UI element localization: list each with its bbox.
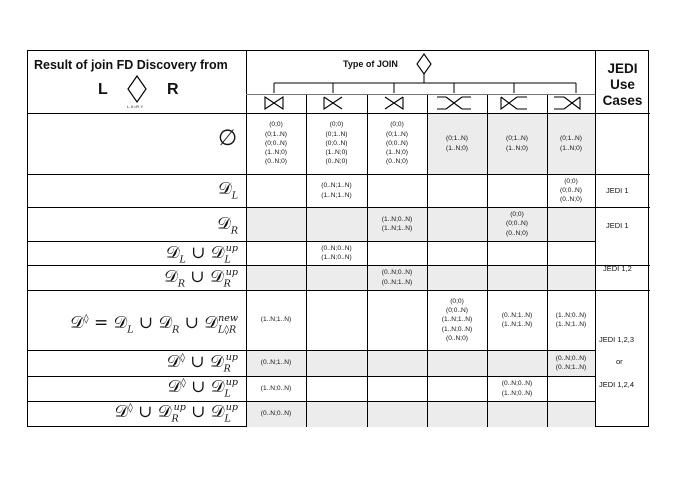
- row-shade: [427, 350, 487, 376]
- row-shade: [547, 401, 595, 427]
- cell-value: (0;1..N): [446, 135, 468, 143]
- left-semi-join-icon: [500, 96, 528, 110]
- type-of-join-label: Type of JOIN: [343, 59, 398, 69]
- table-cell: [246, 376, 306, 401]
- jedi-row-1: JEDI 1: [606, 186, 629, 195]
- cell-value: (1..N;0): [560, 144, 582, 152]
- grid-vline-jedi: [595, 51, 596, 427]
- cell-value: (0..N;1..N): [260, 359, 292, 367]
- table-cell: [246, 350, 306, 376]
- cell-value: (0..N;1..N): [501, 311, 533, 319]
- cell-value: (1..N;0..N): [501, 389, 533, 397]
- cell-value: (1..N;0..N): [441, 325, 473, 333]
- right-semi-join-icon: [553, 96, 581, 110]
- cell-value: (1..N;0): [386, 149, 408, 157]
- table-cell: [487, 290, 547, 350]
- row-shade: [306, 401, 367, 427]
- grid-hline-row: [28, 207, 650, 208]
- cell-value: (0..N;0): [265, 158, 287, 166]
- table-cell: [306, 113, 367, 174]
- cell-value: (0..N;0..N): [501, 380, 533, 388]
- row-label-dl-union-up: 𝒟$_L$ ∪ 𝒟$_L^{up}$: [165, 243, 238, 266]
- table-cell: [246, 401, 306, 427]
- cell-value: (0..N;1..N): [321, 182, 352, 190]
- cell-value: (0..N;0): [325, 158, 348, 166]
- jedi-rows-5-8-b: JEDI 1,2,4: [599, 380, 635, 389]
- cell-value: (1..N;1..N): [321, 191, 352, 199]
- table-cell: [487, 113, 547, 174]
- cell-value: (0..N;0): [506, 229, 528, 237]
- table-cell: [246, 290, 306, 350]
- row-label-d-diamond-def: 𝒟◊ = 𝒟$_L$ ∪ 𝒟$_R$ ∪ 𝒟$_{L◊R}^{new}$: [70, 313, 238, 336]
- table-cell: [246, 113, 306, 174]
- table-cell: [427, 113, 487, 174]
- cell-value: (1..N;1..N): [260, 316, 292, 324]
- cell-value: (0;0): [329, 121, 344, 129]
- row-shade: [487, 350, 547, 376]
- row-shade: [246, 265, 306, 290]
- join-diamond-icon: [126, 75, 148, 105]
- cell-value: (0;1..N): [265, 130, 287, 138]
- cell-value: (0..N;0..N): [321, 244, 352, 252]
- cell-value: (0;0..N): [265, 139, 287, 147]
- row-shade: [427, 401, 487, 427]
- left-outer-join-icon: [323, 96, 343, 110]
- row-shade: [487, 265, 547, 290]
- row-shade: [427, 265, 487, 290]
- row-label-d-diamond-union-lup: 𝒟◊ ∪ 𝒟$_L^{up}$: [167, 377, 238, 400]
- cell-value: (0..N;0): [446, 334, 468, 342]
- grid-hline-symbols: [246, 94, 595, 95]
- table-title: Result of join FD Discovery from: [34, 58, 228, 72]
- row-label-dr-union-up: 𝒟$_R$ ∪ 𝒟$_R^{up}$: [164, 267, 238, 290]
- cell-value: (0..N;0): [560, 196, 582, 204]
- row-shade: [547, 265, 595, 290]
- cell-value: (0;0..N): [325, 139, 348, 147]
- cell-value: (0..N;0..N): [555, 354, 587, 362]
- row-shade: [246, 207, 306, 241]
- cell-value: (0;1..N): [560, 135, 582, 143]
- cell-value: (0;0..N): [446, 307, 468, 315]
- table-cell: [547, 350, 595, 376]
- table-cell: [487, 376, 547, 401]
- cell-value: (0;0..N): [560, 186, 582, 194]
- row-shade: [306, 350, 367, 376]
- table-cell: [547, 174, 595, 207]
- join-condition: L.X=R.Y: [127, 104, 144, 109]
- cell-value: (0;0): [510, 211, 524, 219]
- cell-value: (1..N;0): [325, 149, 348, 157]
- cell-value: (0..N;0): [386, 158, 408, 166]
- table-cell: [367, 113, 427, 174]
- table-cell: [547, 113, 595, 174]
- cell-value: (0;1..N): [386, 130, 408, 138]
- cell-value: (1..N;0..N): [555, 311, 587, 319]
- cell-value: (0;1..N): [325, 130, 348, 138]
- cell-value: (1..N;1..N): [381, 225, 413, 232]
- cell-value: (0..N;0..N): [260, 410, 292, 418]
- row-shade: [306, 207, 367, 241]
- row-shade: [367, 401, 427, 427]
- cell-value: (1..N;1..N): [555, 321, 587, 328]
- row-label-d-diamond-union-rup: 𝒟◊ ∪ 𝒟$_R^{up}$: [166, 352, 238, 375]
- cell-value: (0;0): [390, 121, 404, 129]
- jedi-rows-3-4: JEDI 1,2: [603, 264, 632, 273]
- cell-value: (1..N;0): [506, 144, 528, 152]
- table-cell: [427, 290, 487, 350]
- row-label-empty-set: ∅: [218, 126, 238, 151]
- row-label-dr: 𝒟$_R$: [217, 214, 238, 237]
- row-label-d-diamond-union-both: 𝒟◊ ∪ 𝒟$_R^{up}$ ∪ 𝒟$_L^{up}$: [114, 402, 238, 425]
- fd-discovery-table: [27, 50, 649, 427]
- grid-hline-row: [28, 401, 595, 402]
- cell-value: (0;0): [269, 121, 283, 129]
- cell-value: (1..N;0..N): [381, 215, 413, 223]
- table-cell: [367, 207, 427, 241]
- table-cell: [306, 174, 367, 207]
- jedi-rows-5-8-a: JEDI 1,2,3: [599, 335, 635, 344]
- cell-value: (1..N;1..N): [441, 316, 473, 324]
- right-outer-join-icon: [384, 96, 404, 110]
- jedi-rows-5-8-or: or: [616, 357, 623, 366]
- cell-value: (1..N;0): [446, 144, 468, 152]
- jedi-row-2: JEDI 1: [606, 221, 629, 230]
- cell-value: (0;0): [564, 177, 578, 185]
- table-cell: [487, 207, 547, 241]
- cell-value: (1..N;0..N): [260, 384, 292, 392]
- row-label-dl: 𝒟$_L$: [218, 179, 238, 202]
- cell-value: (0..N;0..N): [381, 269, 413, 277]
- cell-value: (1..N;0..N): [321, 254, 352, 261]
- grid-hline-row: [28, 350, 595, 351]
- cell-value: (0..N;1..N): [381, 278, 413, 286]
- cell-value: (1..N;0): [265, 149, 287, 157]
- inner-join-icon: [264, 96, 284, 110]
- right-relation-label: R: [167, 81, 179, 98]
- full-outer-join-icon: [436, 96, 472, 110]
- cell-value: (1..N;1..N): [501, 321, 533, 328]
- row-shade: [367, 350, 427, 376]
- cell-value: (0;0): [450, 297, 464, 305]
- cell-value: (0;1..N): [506, 135, 528, 143]
- cell-value: (0;0..N): [386, 139, 408, 147]
- jedi-title: JEDI Use Cases: [602, 61, 643, 108]
- row-shade: [306, 265, 367, 290]
- left-relation-label: L: [98, 81, 108, 98]
- row-shade: [547, 207, 595, 241]
- row-shade: [487, 401, 547, 427]
- table-cell: [367, 265, 427, 290]
- cell-value: (0..N;1..N): [555, 364, 587, 371]
- table-cell: [306, 241, 367, 265]
- table-cell: [547, 290, 595, 350]
- cell-value: (0;0..N): [506, 220, 528, 228]
- grid-hline-row: [28, 265, 650, 266]
- row-shade: [427, 207, 487, 241]
